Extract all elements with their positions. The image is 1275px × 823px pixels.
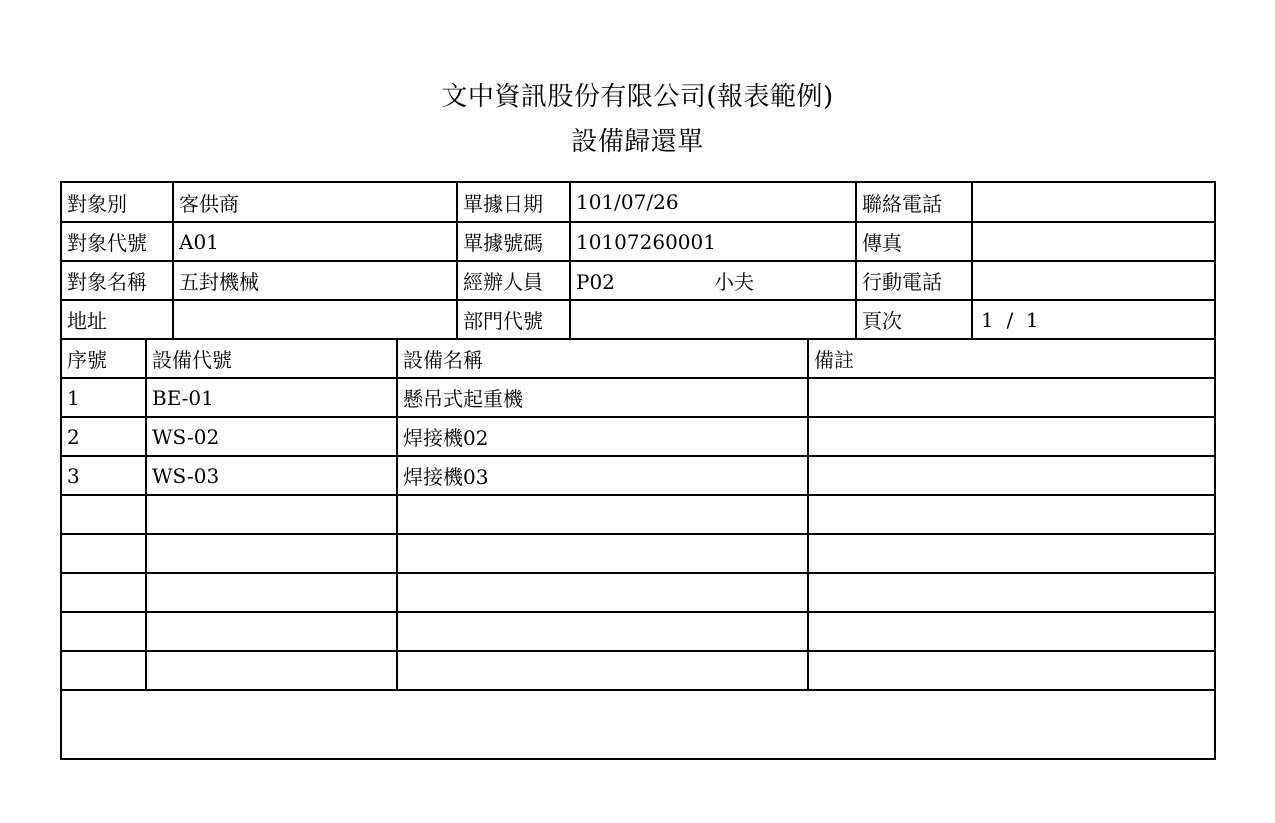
fax-label: 傳真 [856,222,972,261]
mobile-label: 行動電話 [856,261,972,300]
col-header-code: 設備代號 [146,339,397,378]
cell-note [808,378,1214,417]
header-row [62,183,1214,222]
cell-note [808,612,1214,651]
cell-code [146,651,397,690]
cell-name [397,495,808,534]
cell-note [808,417,1214,456]
page-label: 頁次 [856,300,972,339]
cell-name: 懸吊式起重機 [397,378,808,417]
object-code-label: 對象代號 [62,222,173,261]
cell-name: 焊接機03 [397,456,808,495]
header-row [62,222,1214,261]
cell-note [808,573,1214,612]
table-row [62,573,1214,612]
cell-note [808,651,1214,690]
form-title: 設備歸還單 [571,127,704,157]
table-row [62,651,1214,690]
col-header-seq: 序號 [62,339,146,378]
items-header-row [62,339,1214,378]
header-info-table [62,183,1214,340]
cell-code: BE-01 [146,378,397,417]
equipment-items-table [62,339,1214,691]
object-type-value: 客供商 [173,183,457,222]
doc-date-label: 單據日期 [457,183,570,222]
cell-seq: 2 [62,417,146,456]
cell-code [146,534,397,573]
phone-label: 聯絡電話 [856,183,972,222]
page-value: 1 / 1 [972,300,1214,339]
table-row [62,495,1214,534]
cell-seq [62,612,146,651]
table-row [62,534,1214,573]
cell-code: WS-02 [146,417,397,456]
doc-no-value: 10107260001 [570,222,856,261]
header-row [62,300,1214,339]
cell-code [146,495,397,534]
address-value [173,300,457,339]
equipment-return-form [60,181,1216,760]
cell-code [146,612,397,651]
cell-name: 焊接機02 [397,417,808,456]
mobile-value [972,261,1214,300]
cell-name [397,612,808,651]
phone-value [972,183,1214,222]
cell-name [397,573,808,612]
dept-code-value [570,300,856,339]
cell-note [808,495,1214,534]
cell-name [397,651,808,690]
cell-seq [62,573,146,612]
address-label: 地址 [62,300,173,339]
cell-code [146,573,397,612]
col-header-name: 設備名稱 [397,339,808,378]
cell-note [808,534,1214,573]
doc-date-value: 101/07/26 [570,183,856,222]
table-row [62,612,1214,651]
cell-code: WS-03 [146,456,397,495]
cell-seq: 3 [62,456,146,495]
cell-seq [62,495,146,534]
handler-name: 小夫 [714,270,754,294]
table-row [62,378,1214,417]
header-row [62,261,1214,300]
dept-code-label: 部門代號 [457,300,570,339]
handler-code: P02 [576,270,615,294]
cell-name [397,534,808,573]
handler-label: 經辦人員 [457,261,570,300]
col-header-note: 備註 [808,339,1214,378]
cell-note [808,456,1214,495]
object-name-label: 對象名稱 [62,261,173,300]
cell-seq [62,651,146,690]
cell-seq [62,534,146,573]
company-title: 文中資訊股份有限公司(報表範例) [441,82,834,112]
cell-seq: 1 [62,378,146,417]
handler-value [570,261,856,300]
object-code-value: A01 [173,222,457,261]
doc-no-label: 單據號碼 [457,222,570,261]
table-row [62,417,1214,456]
object-name-value: 五封機械 [173,261,457,300]
object-type-label: 對象別 [62,183,173,222]
table-row [62,456,1214,495]
fax-value [972,222,1214,261]
